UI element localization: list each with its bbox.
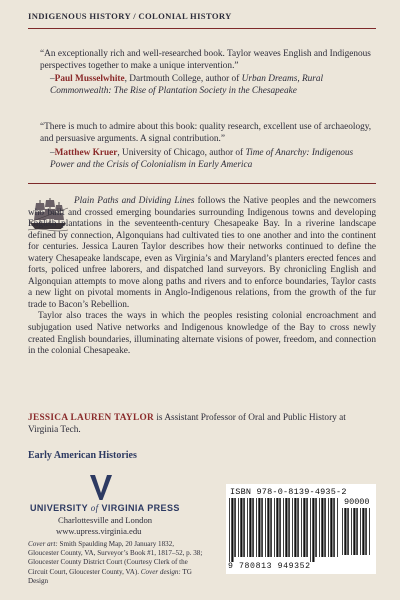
barcode-bar [247, 498, 248, 557]
author-bio: JESSICA LAUREN TAYLOR is Assistant Professor of Oral and Public History at Virginia Tech. [28, 413, 346, 435]
barcode-bar [276, 498, 278, 557]
category-label: INDIGENOUS HISTORY / COLONIAL HISTORY [28, 11, 232, 21]
cover-credits: Cover art: Smith Spaulding Map, 20 January 1832, Gloucester County, VA, Surveyor’s Book #1, 1817–52, p. 38; Gloucester County District Court (Courtesy Clerk of the Circuit Court, Gloucester County, VA). Cover design: TG Design [28, 540, 203, 585]
barcode-bar [337, 498, 338, 557]
barcode-bar [347, 508, 349, 555]
barcode-bar [256, 498, 257, 557]
barcode-bar [310, 498, 311, 562]
press-name: UNIVERSITY of VIRGINIA PRESS [30, 503, 180, 513]
barcode-bar [297, 498, 299, 557]
press-url: www.upress.virginia.edu [56, 526, 142, 536]
middle-divider [28, 183, 376, 184]
barcode-bar [274, 498, 275, 557]
barcode-bar [330, 498, 332, 557]
addon-barcode [342, 508, 372, 560]
barcode-bar [231, 498, 233, 562]
barcode-bar [324, 498, 326, 557]
isbn-text: ISBN 978-0-8139-4935-2 [230, 487, 347, 497]
ean-digits: 9 780813 949352 [228, 562, 311, 571]
barcode-bar [362, 508, 364, 555]
barcode-bar [270, 498, 272, 557]
blurb-quote-1: “An exceptionally rich and well-researched book. Taylor weaves English and Indigenous perspectives together to make a unique intervention.” [40, 49, 371, 71]
book-description [28, 196, 376, 358]
barcode-bar [315, 498, 317, 557]
blurb-quote-2: “There is much to admire about this book: quality research, excellent use of archaeology, and persuasive arguments. A signal contribution.” [40, 122, 372, 144]
barcode-bar [321, 498, 323, 557]
barcode-bar [351, 508, 352, 555]
barcode-bar [301, 498, 302, 557]
barcode-bar [306, 498, 308, 557]
barcode-bar [292, 498, 293, 557]
barcode-bar [249, 498, 251, 557]
barcode-bar [319, 498, 320, 557]
ean-barcode [229, 498, 339, 562]
barcode-bar [240, 498, 242, 557]
barcode-bar [265, 498, 266, 557]
description-paragraph-2: Taylor also traces the ways in which the peoples resisting colonial encroachment and subjugation used Native networks and Indigenous knowledge of the Bay to cross newly created English boundaries, illuminating alternate visions of power, freedom, and connection in the colonial Chesapeake. [28, 311, 376, 357]
barcode-bar [303, 498, 305, 557]
barcode-bar [328, 498, 329, 557]
barcode-bar [267, 498, 269, 557]
blurb-book-2: Time of Anarchy: Indigenous Power and the Crisis of Colonialism in Early America [50, 148, 354, 170]
barcode-bar [229, 498, 230, 562]
barcode-bar [312, 498, 314, 562]
blurb-attribution-2: –Matthew Kruer, University of Chicago, author of Time of Anarchy: Indigenous Power and the Crisis of Colonialism in Early America [50, 148, 354, 170]
press-city: Charlottesville and London [58, 515, 153, 525]
barcode-bar [356, 508, 358, 555]
barcode-panel [226, 484, 376, 574]
barcode-bar [294, 498, 296, 557]
blurb-author-1: Paul Musselwhite [54, 74, 125, 84]
barcode-bar [333, 498, 335, 557]
blurb-book-1: Urban Dreams, Rural Commonwealth: The Rise of Plantation Society in the Chesapeake [50, 74, 324, 96]
blurb-author-2: Matthew Kruer [54, 148, 118, 158]
barcode-bar [369, 508, 370, 555]
barcode-bar [360, 508, 361, 555]
price-code: 90000 [344, 497, 370, 507]
barcode-bar [261, 498, 263, 557]
uva-press-logo-icon [88, 473, 114, 501]
barcode-bar [365, 508, 367, 555]
series-name: Early American Histories [28, 450, 137, 461]
barcode-bar [342, 508, 343, 555]
barcode-bar [252, 498, 254, 557]
barcode-bar [288, 498, 290, 557]
barcode-bar [234, 498, 236, 557]
barcode-bar [279, 498, 281, 557]
barcode-bar [258, 498, 260, 557]
author-name: JESSICA LAUREN TAYLOR [28, 413, 154, 423]
barcode-bar [238, 498, 239, 557]
barcode-bar [283, 498, 284, 557]
barcode-bar [353, 508, 355, 555]
barcode-bar [243, 498, 245, 557]
description-paragraph-1: Plain Paths and Dividing Lines follows the Native peoples and the newcomers who built and crossed emerging boundaries surrounding Indigenous towns and developing English plantations in the seventeenth-century Chesapeake Bay. In a riverine landscape defined by connection, Algonquians had cultivated ties to one another and into the continent for centuries. Jessica Lauren Taylor describes how their networks continued to define the watery Chesapeake landscape, even as Virginia’s and Maryland’s planters erected fences and forts, policed unfree laborers, and dispatched land surveyors. By chronicling English and Algonquian attempts to move along paths and rivers and to enforce boundaries, Taylor casts a new light on pivotal moments in Anglo-Indigenous relations, from the growth of the fur trade to Bacon’s Rebellion. [28, 196, 376, 310]
barcode-bar [285, 498, 287, 557]
barcode-bar [344, 508, 346, 555]
blurb-attribution-1: –Paul Musselwhite, Dartmouth College, author of Urban Dreams, Rural Commonwealth: The Rise of Plantation Society in the Chesapeake [50, 74, 324, 96]
book-title: Plain Paths and Dividing Lines [74, 196, 195, 206]
top-divider [28, 28, 376, 29]
